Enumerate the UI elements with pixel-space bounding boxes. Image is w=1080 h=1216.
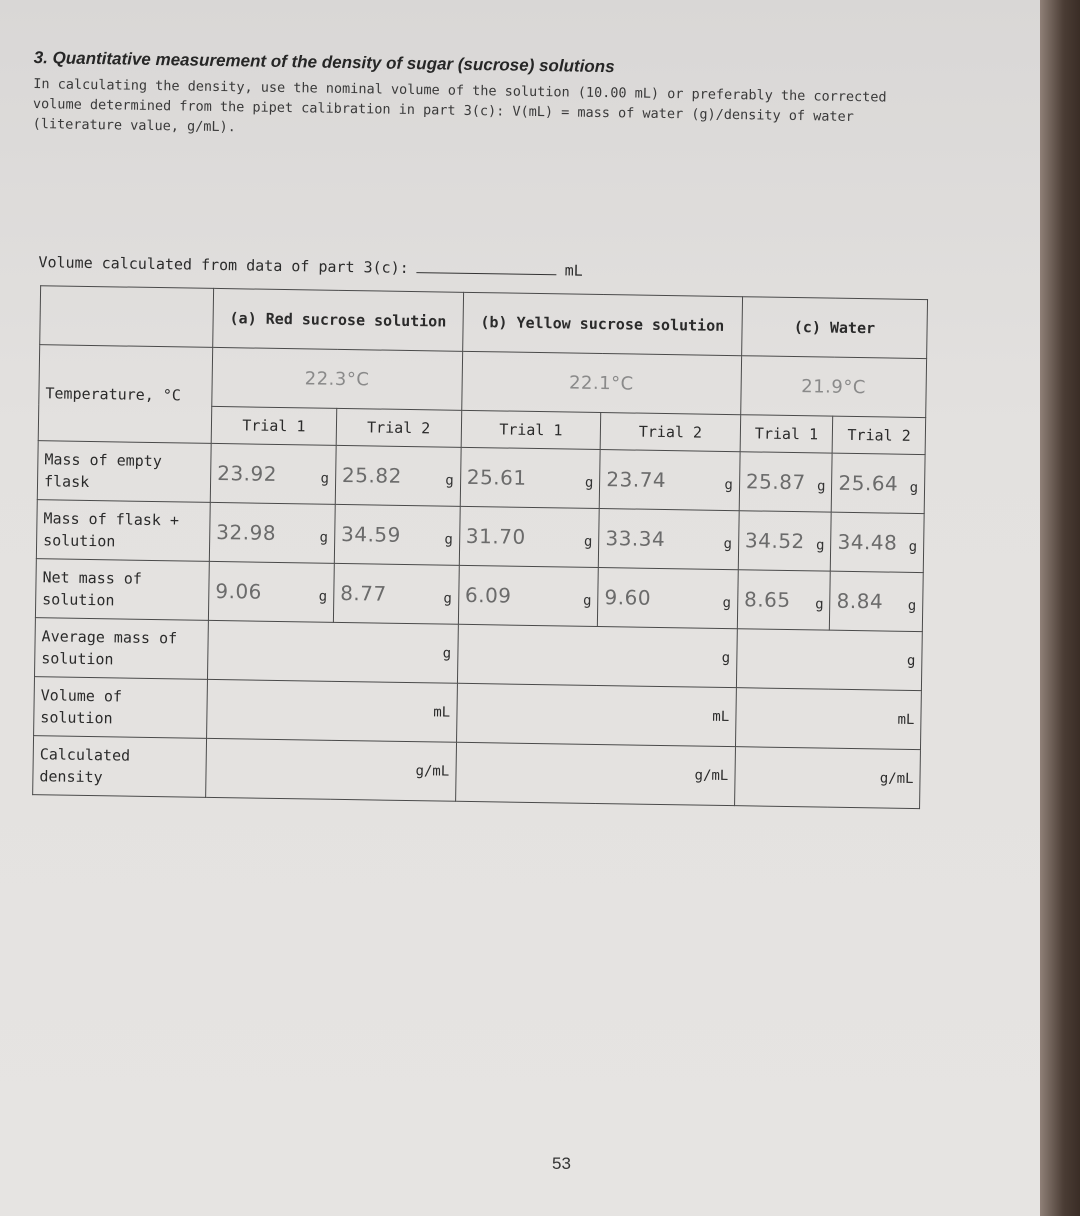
net-mass-cell[interactable]	[208, 561, 334, 622]
temp-yellow[interactable]	[461, 351, 741, 414]
mass-flask-solution-label: Mass of flask + solution	[36, 500, 210, 562]
mass-empty-cell[interactable]	[210, 443, 336, 504]
col-red: (a) Red sucrose solution	[213, 288, 464, 351]
unit-g: g	[582, 592, 592, 609]
density-yellow[interactable]: g/mL	[455, 742, 735, 805]
mass-flask-solution-value: 34.52	[744, 528, 805, 554]
net-mass-value: 9.60	[604, 585, 652, 610]
mass-flask-solution-cell[interactable]	[599, 509, 739, 570]
unit-g: g	[319, 529, 329, 546]
trial-label: Trial 2	[336, 408, 461, 447]
temp-red[interactable]	[212, 347, 463, 410]
unit-g: g	[723, 535, 733, 553]
mass-empty-value: 25.87	[745, 469, 806, 495]
net-mass-cell[interactable]	[830, 571, 924, 631]
net-mass-value: 6.09	[464, 582, 512, 608]
net-mass-cell[interactable]	[737, 570, 831, 630]
unit-g: g	[907, 597, 917, 614]
unit-g: g	[584, 474, 594, 491]
unit-g: g	[815, 537, 825, 554]
density-row	[33, 736, 921, 809]
mass-empty-cell[interactable]	[739, 452, 833, 512]
mass-empty-value: 23.74	[606, 467, 667, 493]
mass-flask-solution-cell[interactable]	[738, 511, 832, 571]
volume-yellow[interactable]: mL	[456, 683, 736, 746]
net-mass-cell[interactable]	[458, 565, 598, 626]
mass-flask-solution-value: 32.98	[216, 519, 277, 545]
unit-g: g	[722, 594, 732, 612]
average-mass-yellow[interactable]: g	[457, 624, 737, 687]
volume-water[interactable]: mL	[735, 688, 921, 750]
page-number: 53	[552, 1154, 571, 1173]
volume-label: Volume calculated from data of part 3(c):	[38, 253, 409, 277]
net-mass-value: 8.65	[743, 587, 791, 613]
worksheet-content	[18, 40, 950, 809]
net-mass-value: 8.84	[836, 588, 884, 614]
mass-empty-label: Mass of empty flask	[37, 441, 211, 503]
trial-label: Trial 2	[600, 413, 740, 452]
net-mass-label: Net mass of solution	[35, 559, 209, 621]
average-mass-label: Average mass of solution	[35, 618, 209, 680]
corner-cell	[40, 286, 214, 348]
unit-g: g	[724, 476, 734, 494]
mass-empty-value: 25.61	[466, 464, 527, 490]
mass-flask-solution-value: 34.59	[340, 521, 402, 547]
net-mass-value: 8.77	[339, 580, 387, 606]
net-mass-cell[interactable]	[598, 567, 738, 628]
volume-line	[38, 252, 946, 285]
mass-empty-value: 25.64	[838, 470, 899, 496]
mass-empty-value: 25.82	[341, 462, 402, 488]
mass-flask-solution-value: 33.34	[605, 526, 666, 552]
mass-empty-cell[interactable]	[599, 450, 739, 511]
net-mass-cell[interactable]	[333, 563, 459, 624]
unit-g: g	[909, 479, 919, 497]
temperature-label: Temperature, °C	[38, 345, 212, 444]
mass-flask-solution-cell[interactable]	[459, 506, 599, 567]
temp-yellow-value: 22.1°C	[568, 372, 634, 395]
mass-flask-solution-cell[interactable]	[831, 512, 925, 572]
temp-water-value: 21.9°C	[801, 375, 867, 398]
density-water[interactable]: g/mL	[734, 747, 920, 809]
temp-water[interactable]	[740, 356, 926, 418]
density-table	[32, 285, 928, 809]
temp-red-value: 22.3°C	[304, 367, 370, 390]
col-water: (c) Water	[741, 297, 927, 359]
volume-label-cell: Volume of solution	[34, 677, 208, 739]
col-yellow: (b) Yellow sucrose solution	[462, 292, 742, 355]
trial-label: Trial 2	[832, 416, 925, 454]
trial-label: Trial 1	[740, 415, 833, 453]
density-red[interactable]: g/mL	[206, 738, 457, 801]
average-mass-red[interactable]: g	[207, 620, 458, 683]
mass-empty-value: 23.92	[217, 460, 278, 486]
mass-flask-solution-value: 31.70	[465, 523, 526, 549]
trial-label: Trial 1	[461, 410, 601, 449]
instructions: In calculating the density, use the nominal volume of the solution (10.00 mL) or preferably the corrected volume determined from the pipet calibration in part 3(c): V(mL) = mass of water (g)/density of water (literature value, g/mL).	[32, 76, 887, 136]
volume-blank[interactable]	[417, 258, 557, 275]
mass-flask-solution-cell[interactable]	[334, 504, 460, 565]
mass-empty-cell[interactable]	[460, 447, 600, 508]
volume-unit: mL	[564, 261, 583, 280]
trial-label: Trial 1	[211, 406, 336, 445]
section-heading: 3. Quantitative measurement of the density of sugar (sucrose) solutions	[33, 48, 615, 77]
unit-g: g	[816, 478, 826, 495]
volume-red[interactable]: mL	[207, 679, 458, 742]
net-mass-value: 9.06	[215, 578, 263, 604]
unit-g: g	[908, 538, 918, 555]
unit-g: g	[318, 588, 328, 605]
page-edge	[1040, 0, 1080, 1216]
mass-flask-solution-cell[interactable]	[209, 502, 335, 563]
unit-g: g	[444, 531, 453, 548]
average-mass-water[interactable]: g	[736, 629, 922, 691]
temperature-row	[39, 345, 927, 418]
unit-g: g	[445, 472, 454, 489]
unit-g: g	[815, 596, 824, 613]
density-label: Calculated density	[33, 736, 207, 798]
mass-empty-cell[interactable]	[832, 453, 926, 513]
unit-g: g	[583, 533, 593, 550]
mass-empty-cell[interactable]	[335, 445, 461, 506]
unit-g: g	[320, 470, 330, 487]
unit-g: g	[443, 590, 453, 607]
mass-flask-solution-value: 34.48	[837, 529, 898, 555]
